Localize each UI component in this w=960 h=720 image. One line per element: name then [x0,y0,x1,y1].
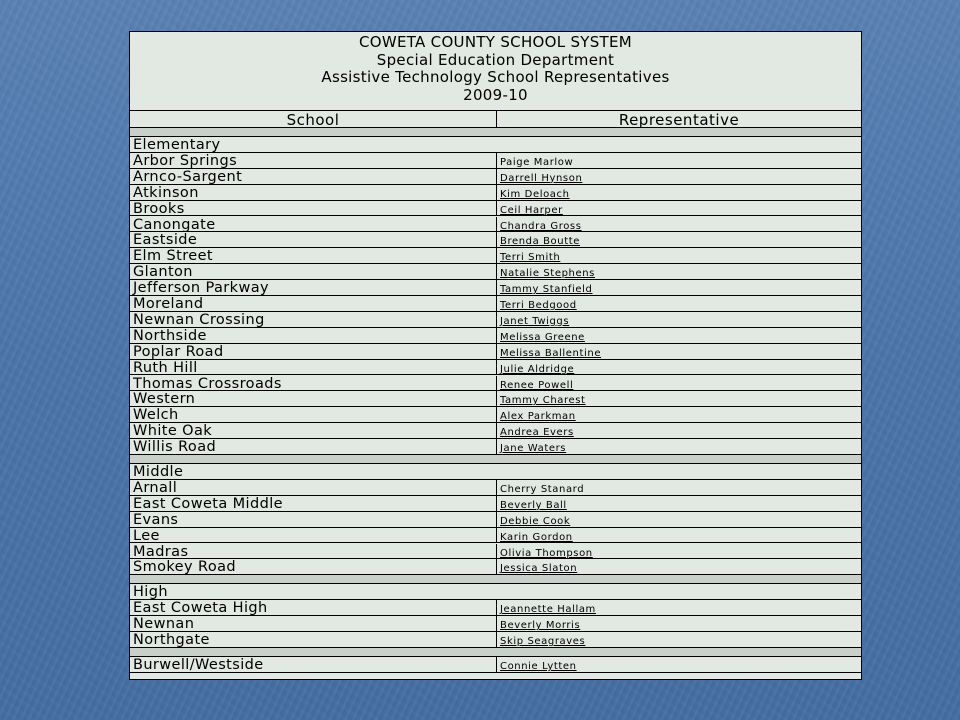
title-line-2: Special Education Department [376,50,615,69]
section-spacer [130,128,861,137]
section-heading: Elementary [133,137,221,153]
school-name: Moreland [130,296,497,311]
section-spacer [130,575,861,584]
representative-name: Jeannette Hallam [500,604,596,616]
school-name: Northside [130,328,497,343]
school-name: Welch [130,407,497,422]
school-name: East Coweta High [130,600,497,615]
representative-name: Terri Smith [500,252,561,264]
representative-name: Brenda Boutte [500,236,581,248]
table-row [130,232,861,248]
school-name: Newnan [130,616,497,631]
table-row [130,264,861,280]
school-name: Ruth Hill [130,360,497,375]
title-line-4: 2009-10 [463,85,528,104]
representative-name: Karin Gordon [500,531,573,543]
table-row [130,559,861,575]
school-name: Thomas Crossroads [130,376,497,391]
table-row [130,439,861,455]
table-row [130,657,861,673]
table-row [130,328,861,344]
representative-name: Melissa Greene [500,331,585,343]
section-spacer [130,648,861,657]
table-row [130,423,861,439]
school-name: Eastside [130,232,497,247]
representative-name: Cherry Stanard [500,483,585,495]
column-header-row [130,111,861,128]
representative-name: Natalie Stephens [500,268,595,280]
school-name: Arbor Springs [130,153,497,168]
representative-name: Beverly Ball [500,499,567,511]
title-line-1: COWETA COUNTY SCHOOL SYSTEM [358,33,633,51]
school-name: White Oak [130,423,497,438]
representatives-table [129,31,862,680]
school-name: Poplar Road [130,344,497,359]
representative-name: Ceil Harper [500,204,563,216]
title-line-3: Assistive Technology School Representatives [321,68,670,86]
table-title [130,32,861,111]
table-row [130,201,861,217]
school-name: Brooks [130,201,497,216]
school-name: Canongate [130,217,497,232]
table-row [130,496,861,512]
school-name: Newnan Crossing [130,312,497,327]
table-row [130,512,861,528]
table-row [130,391,861,407]
school-name: Burwell/Westside [130,657,497,672]
table-row [130,169,861,185]
table-row [130,296,861,312]
column-header-representative: Representative [618,111,740,127]
table-row [130,153,861,169]
representative-name: Jane Waters [500,443,567,454]
representative-name: Andrea Evers [500,427,574,439]
section-heading: Middle [133,464,184,480]
school-name: Glanton [130,264,497,279]
representative-name: Alex Parkman [500,411,576,423]
representative-name: Jessica Slaton [500,563,578,575]
table-row [130,360,861,376]
table-row [130,248,861,264]
table-row [130,616,861,632]
school-name: Atkinson [130,185,497,200]
representative-name: Melissa Ballentine [500,347,602,359]
representative-name: Paige Marlow [500,156,574,168]
representative-name: Kim Deloach [500,188,570,200]
table-row [130,280,861,296]
table-row [130,480,861,496]
table-row [130,376,861,392]
school-name: Willis Road [130,439,497,454]
school-name: Lee [130,528,497,543]
section-spacer [130,455,861,464]
section-heading: High [133,584,168,601]
table-row [130,600,861,616]
table-row [130,185,861,201]
representative-name: Terri Bedgood [500,300,577,311]
school-name: Smokey Road [130,559,497,574]
section-heading-row [130,584,861,600]
representative-name: Chandra Gross [500,220,582,232]
representative-name: Connie Lytten [500,660,577,672]
table-row [130,312,861,328]
representative-name: Beverly Morris [500,620,581,631]
column-header-school: School [130,111,497,127]
school-name: Elm Street [130,248,497,263]
table-row [130,217,861,233]
school-name: Northgate [130,632,497,647]
representative-name: Darrell Hynson [500,172,583,184]
table-row [130,407,861,423]
representative-name: Tammy Stanfield [500,284,593,295]
school-name: East Coweta Middle [130,496,497,511]
school-name: Madras [130,544,497,559]
representative-name: Skip Seagraves [500,636,586,647]
representative-name: Julie Aldridge [500,363,575,375]
table-row [130,632,861,648]
table-row [130,344,861,360]
representative-name: Olivia Thompson [500,547,593,559]
table-row [130,528,861,544]
school-name: Arnco-Sargent [130,169,497,184]
section-heading-row [130,464,861,480]
school-name: Evans [130,512,497,527]
school-name: Arnall [130,480,497,495]
section-heading-row [130,137,861,153]
representative-name: Renee Powell [500,379,574,391]
school-name: Jefferson Parkway [130,280,497,295]
table-row [130,544,861,560]
representative-name: Debbie Cook [500,515,571,527]
school-name: Western [130,391,497,406]
representative-name: Tammy Charest [500,395,586,407]
representative-name: Janet Twiggs [500,315,570,327]
